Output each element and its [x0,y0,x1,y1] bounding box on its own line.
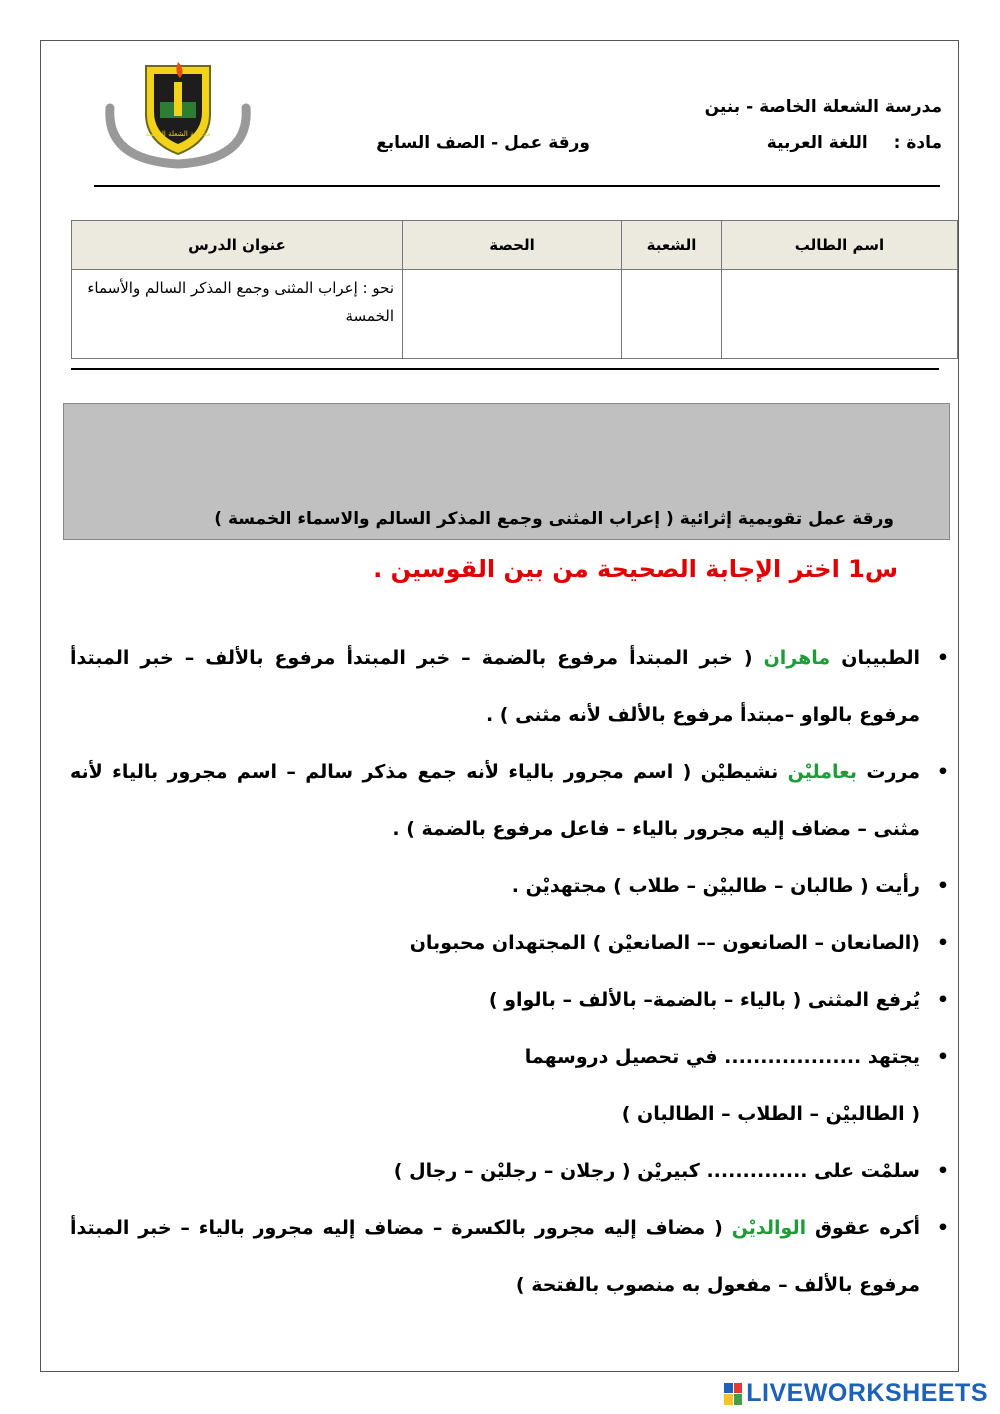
highlighted-word: بعامليْن [787,761,858,783]
subject-value: اللغة العربية [766,133,868,153]
list-item-line2: ( الطالبيْن – الطلاب – الطالبان ) [621,1103,920,1125]
highlighted-word: ماهران [763,647,831,669]
header-period: الحصة [403,221,622,270]
period-cell[interactable] [403,270,622,359]
liveworksheets-brand [724,1379,988,1408]
subject-label: مادة : [893,133,942,153]
question-title: س1 اختر الإجابة الصحيحة من بين القوسين . [373,555,898,583]
banner-title: ورقة عمل تقويمية إثرائية ( إعراب المثنى وجمع المذكر السالم والاسماء الخمسة ) [214,509,894,529]
liveworksheets-logo-icon [724,1383,742,1405]
student-info-table [71,220,958,359]
header-lesson-title: عنوان الدرس [72,221,403,270]
list-item: • مررت بعامليْن نشيطيْن ( اسم مجرور بالياء لأنه جمع مذكر سالم – اسم مجرور بالياء لأنه مثنى – مضاف إليه مجرور بالياء – فاعل مرفوع بالضمة ) . [70,744,920,858]
highlighted-word: الوالديْن [731,1217,807,1239]
list-item: • يُرفع المثنى ( بالياء – بالضمة– بالألف – بالواو ) [70,972,920,1029]
list-item: • أكره عقوق الوالديْن ( مضاف إليه مجرور بالكسرة – مضاف إليه مجرور بالياء – خبر المبتدأ مرفوع بالألف – مفعول به منصوب بالفتحة ) [70,1200,920,1314]
school-logo-emblem [100,52,256,170]
list-item: • (الصانعان – الصانعون –– الصانعيْن ) المجتهدان محبوبان [70,915,920,972]
school-name: مدرسة الشعلة الخاصة - بنين [704,97,942,117]
brand-name: LIVEWORKSHEETS [746,1379,988,1407]
list-item: • رأيت ( طالبان – طالبيْن – طلاب ) مجتهديْن . [70,858,920,915]
header-section: الشعبة [622,221,722,270]
header-divider [94,185,940,187]
list-item: • يجتهد ................... في تحصيل دروسهما ( الطالبيْن – الطلاب – الطالبان ) [70,1029,920,1143]
logo-text: مدرسة الشعلة الخاصة [145,130,211,138]
worksheet-title: ورقة عمل - الصف السابع [376,133,590,153]
list-item: • سلمْت على .............. كبيريْن ( رجلان – رجليْن – رجال ) [70,1143,920,1200]
section-cell[interactable] [622,270,722,359]
subject-line [767,133,942,153]
student-name-cell[interactable] [722,270,958,359]
lesson-title-cell: نحو : إعراب المثنى وجمع المذكر السالم والأسماء الخمسة [72,270,403,359]
header-student-name: اسم الطالب [722,221,958,270]
list-item: • الطبيبان ماهران ( خبر المبتدأ مرفوع بالضمة – خبر المبتدأ مرفوع بالألف – خبر المبتدأ مرفوع بالواو –مبتدأ مرفوع بالألف لأنه مثنى ) . [70,630,920,744]
table-divider [71,368,939,370]
question-list [70,630,920,1314]
worksheet-banner [63,403,950,540]
